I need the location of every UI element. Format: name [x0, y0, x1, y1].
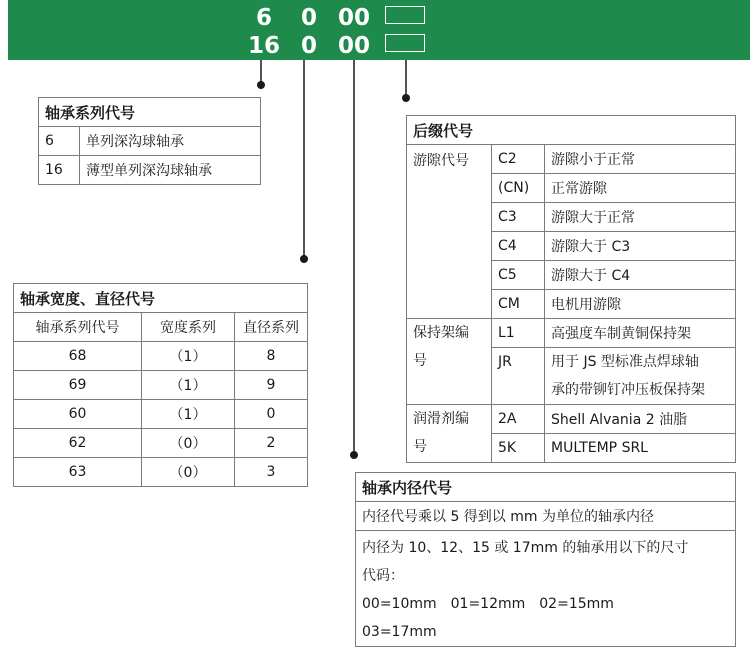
diameter-cell: 0 — [235, 400, 308, 429]
width-cell: （1） — [142, 371, 235, 400]
column-header-series: 轴承系列代号 — [14, 313, 142, 342]
width-diameter-table — [13, 283, 308, 487]
width-cell: （0） — [142, 429, 235, 458]
column-header-diameter: 直径系列 — [235, 313, 308, 342]
lube-group-line-2: 号 — [413, 439, 427, 455]
series-cell: 62 — [14, 429, 142, 458]
table-row — [14, 371, 308, 400]
code-width-digit-2: 0 — [300, 33, 317, 59]
suffix-code-cell: 5K — [492, 434, 545, 463]
series-desc-cell: 薄型单列深沟球轴承 — [80, 156, 261, 185]
cage-desc-line-2: 承的带铆钉冲压板保持架 — [551, 382, 705, 398]
series-cell: 60 — [14, 400, 142, 429]
bore-dot — [350, 451, 358, 459]
diameter-cell: 9 — [235, 371, 308, 400]
suffix-desc-cell: 高强度车制黄铜保持架 — [545, 319, 736, 348]
width-cell: （0） — [142, 458, 235, 487]
suffix-group-cage — [407, 319, 492, 405]
table-row — [14, 429, 308, 458]
cage-group-line-2: 号 — [413, 353, 427, 369]
cage-desc-line-1: 用于 JS 型标准点焊球轴 — [551, 354, 699, 370]
table-row — [39, 156, 261, 185]
width-table-title: 轴承宽度、直径代号 — [14, 284, 308, 313]
suffix-group-clearance: 游隙代号 — [407, 145, 492, 319]
suffix-code-cell: C4 — [492, 232, 545, 261]
series-desc-cell: 单列深沟球轴承 — [80, 127, 261, 156]
bore-special-line-3: 00=10mm 01=12mm 02=15mm — [362, 596, 614, 612]
suffix-desc-cell: 游隙大于 C4 — [545, 261, 736, 290]
table-row — [14, 342, 308, 371]
column-header-width: 宽度系列 — [142, 313, 235, 342]
series-table-title: 轴承系列代号 — [39, 98, 261, 127]
suffix-desc-cell: 游隙大于正常 — [545, 203, 736, 232]
cage-group-line-1: 保持架编 — [413, 325, 469, 341]
table-row — [14, 458, 308, 487]
table-row — [14, 400, 308, 429]
bore-special-codes — [356, 531, 736, 647]
code-width-digit-1: 0 — [300, 5, 317, 31]
table-row — [407, 145, 736, 174]
diameter-cell: 2 — [235, 429, 308, 458]
series-cell: 68 — [14, 342, 142, 371]
series-cell: 69 — [14, 371, 142, 400]
table-row — [356, 531, 736, 647]
code-bore-digit-2: 00 — [337, 33, 370, 59]
series-dot — [257, 81, 265, 89]
suffix-code-cell: L1 — [492, 319, 545, 348]
width-cell: （1） — [142, 400, 235, 429]
suffix-code-cell: CM — [492, 290, 545, 319]
bore-table-header-row — [356, 473, 736, 502]
suffix-code-cell: C2 — [492, 145, 545, 174]
series-cell: 63 — [14, 458, 142, 487]
suffix-desc-cell: 游隙大于 C3 — [545, 232, 736, 261]
bore-special-line-2: 代码： — [362, 568, 404, 584]
suffix-code-cell: JR — [492, 348, 545, 405]
suffix-desc-cell — [545, 348, 736, 405]
suffix-code-cell: (CN) — [492, 174, 545, 203]
suffix-code-cell: C3 — [492, 203, 545, 232]
width-table-header-row — [14, 284, 308, 313]
table-row — [39, 127, 261, 156]
suffix-code-cell: C5 — [492, 261, 545, 290]
bore-special-line-4: 03=17mm — [362, 624, 437, 640]
width-cell: （1） — [142, 342, 235, 371]
suffix-code-table — [406, 115, 736, 463]
width-dot — [300, 255, 308, 263]
suffix-code-cell: 2A — [492, 405, 545, 434]
bore-special-line-1: 内径为 10、12、15 或 17mm 的轴承用以下的尺寸 — [362, 540, 689, 556]
lube-group-line-1: 润滑剂编 — [413, 411, 469, 427]
suffix-desc-cell: 电机用游隙 — [545, 290, 736, 319]
diameter-cell: 8 — [235, 342, 308, 371]
suffix-desc-cell: MULTEMP SRL — [545, 434, 736, 463]
table-row — [356, 502, 736, 531]
suffix-desc-cell: 游隙小于正常 — [545, 145, 736, 174]
bore-code-table — [355, 472, 736, 647]
code-series-digit-2: 16 — [247, 33, 280, 59]
table-row — [407, 319, 736, 348]
suffix-table-title: 后缀代号 — [407, 116, 736, 145]
series-code-cell: 16 — [39, 156, 80, 185]
suffix-desc-cell: 正常游隙 — [545, 174, 736, 203]
code-bore-digit-1: 00 — [337, 5, 370, 31]
suffix-group-lubricant — [407, 405, 492, 463]
suffix-table-header-row — [407, 116, 736, 145]
table-row — [407, 405, 736, 434]
bore-table-title: 轴承内径代号 — [356, 473, 736, 502]
code-series-digit-1: 6 — [255, 5, 272, 31]
series-code-cell: 6 — [39, 127, 80, 156]
series-code-table — [38, 97, 261, 185]
suffix-dot — [402, 94, 410, 102]
suffix-desc-cell: Shell Alvania 2 油脂 — [545, 405, 736, 434]
bore-rule-line: 内径代号乘以 5 得到以 mm 为单位的轴承内径 — [356, 502, 736, 531]
diameter-cell: 3 — [235, 458, 308, 487]
series-table-header-row — [39, 98, 261, 127]
width-table-column-headers — [14, 313, 308, 342]
